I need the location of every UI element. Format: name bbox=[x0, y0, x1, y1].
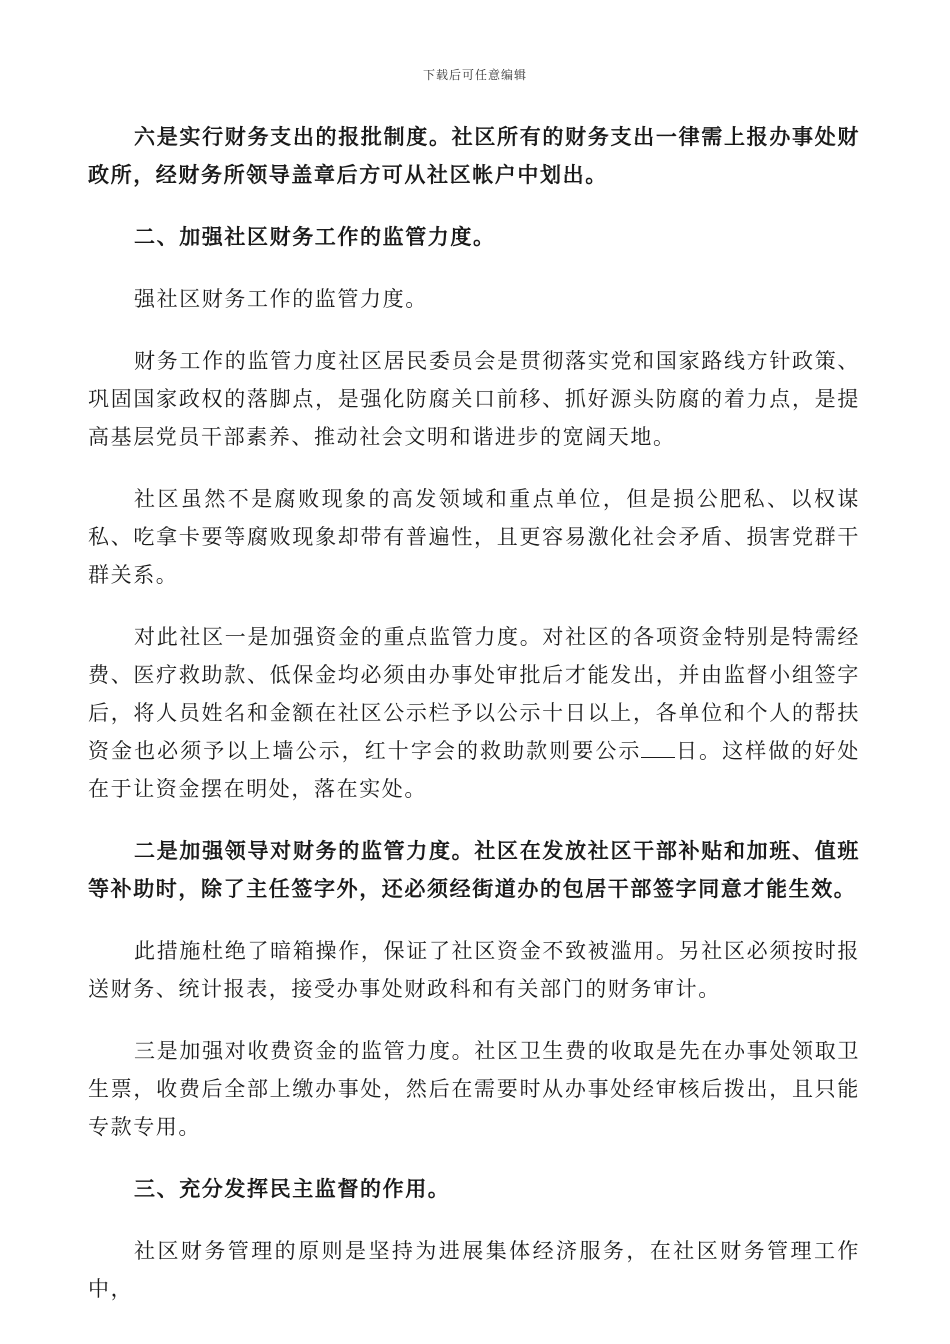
document-body bbox=[88, 118, 860, 1332]
paragraph-corruption-risk: 社区虽然不是腐败现象的高发领域和重点单位，但是损公肥私、以权谋私、吃拿卡要等腐败现象却带有普遍性，且更容易激化社会矛盾、损害党群干群关系。 bbox=[88, 487, 860, 587]
paragraph-fund-supervision bbox=[88, 618, 860, 808]
paragraph-audit: 此措施杜绝了暗箱操作，保证了社区资金不致被滥用。另社区必须按时报送财务、统计报表，接受办事处财政科和有关部门的财务审计。 bbox=[88, 939, 860, 1001]
paragraph-fee-supervision: 三是加强对收费资金的监管力度。社区卫生费的收取是先在办事处领取卫生票，收费后全部上缴办事处，然后在需要时从办事处经审核后拨出，且只能专款专用。 bbox=[88, 1039, 860, 1139]
page-header: 下载后可任意编辑 bbox=[422, 68, 527, 82]
paragraph-subheading: 强社区财务工作的监管力度。 bbox=[134, 287, 428, 311]
section-heading-2: 二、加强社区财务工作的监管力度。 bbox=[134, 224, 496, 249]
fund-text-after: 日。这样做的好处在于让资金摆在明处，落在实处。 bbox=[88, 739, 860, 801]
fund-text-before: 对此社区一是加强资金的重点监管力度。对社区的各项资金特别是特需经费、医疗救助款、低保金均必须由办事处审批后才能发出，并由监督小组签字后，将人员姓名和金额在社区公示栏予以公示十日以上，各单位和个人的帮扶资金也必须予以上墙公示，红十字会的救助款则要公示 bbox=[88, 625, 860, 763]
blank-days-line bbox=[641, 737, 675, 758]
section-heading-3: 三、充分发挥民主监督的作用。 bbox=[134, 1176, 451, 1201]
paragraph-leadership-supervision: 二是加强领导对财务的监管力度。社区在发放社区干部补贴和加班、值班等补助时，除了主任签字外，还必须经街道办的包居干部签字同意才能生效。 bbox=[88, 838, 860, 901]
paragraph-community-role: 财务工作的监管力度社区居民委员会是贯彻落实党和国家路线方针政策、巩固国家政权的落脚点，是强化防腐关口前移、抓好源头防腐的着力点，是提高基层党员干部素养、推动社会文明和谐进步的宽阔天地。 bbox=[88, 349, 860, 449]
paragraph-expense-approval: 六是实行财务支出的报批制度。社区所有的财务支出一律需上报办事处财政所，经财务所领导盖章后方可从社区帐户中划出。 bbox=[88, 124, 860, 187]
paragraph-management-principle: 社区财务管理的原则是坚持为进展集体经济服务，在社区财务管理工作中， bbox=[88, 1239, 860, 1301]
